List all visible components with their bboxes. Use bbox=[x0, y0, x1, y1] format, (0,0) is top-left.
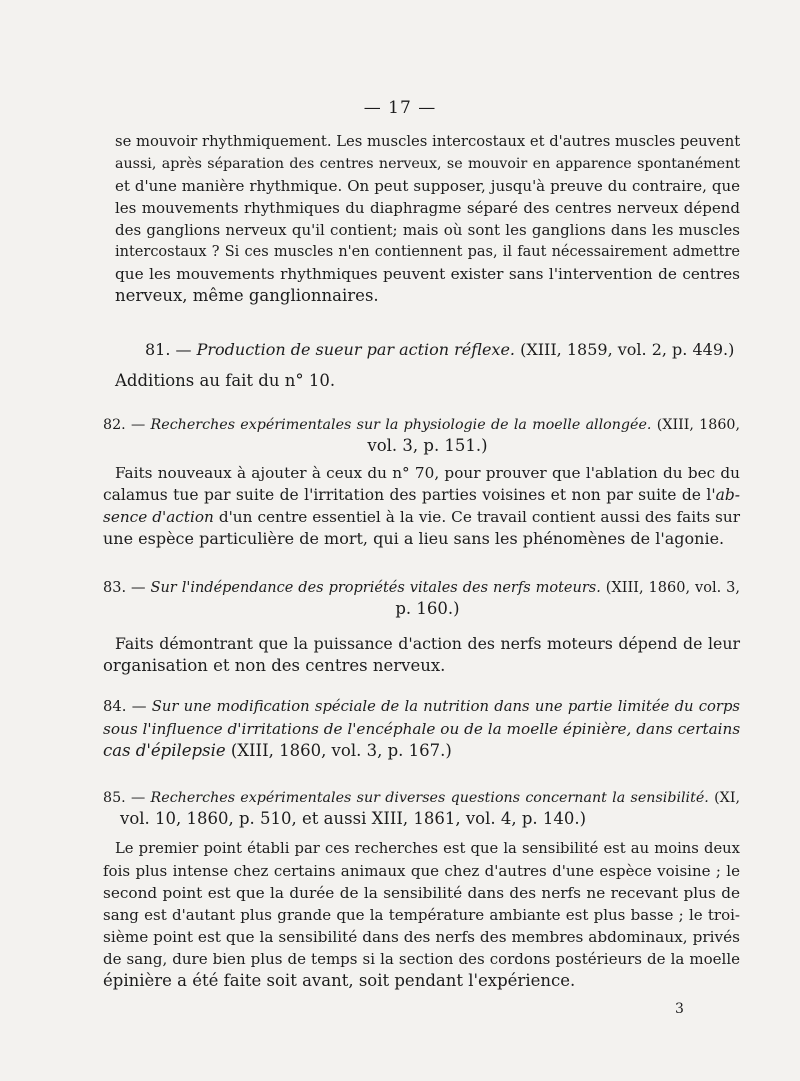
entry-heading bbox=[103, 697, 740, 717]
entry-body-line: calamus tue par suite de l'irritation des parties voisines et non par suite de l'ab- bbox=[103, 486, 740, 504]
entry-title: Recherches expérimentales sur la physiologie de la moelle allongée. bbox=[150, 417, 652, 433]
entry-reference: (XIII, 1859, vol. 2, p. 449.) bbox=[515, 340, 735, 359]
entry-number: 83. — bbox=[103, 580, 151, 596]
text-line: se mouvoir rhythmiquement. Les muscles intercostaux et d'autres muscles peuvent bbox=[115, 133, 741, 150]
text-line: des ganglions nerveux qu'il contient; mais où sont les ganglions dans les muscles bbox=[115, 221, 740, 239]
entry-title: Production de sueur par action réflexe. bbox=[196, 340, 515, 359]
entry-reference-continued: p. 160.) bbox=[395, 599, 460, 618]
entry-title: Sur une modification spéciale de la nutrition dans une partie limitée du corps bbox=[151, 698, 740, 715]
entry-reference: (XIII, 1860, vol. 3, p. 167.) bbox=[225, 741, 452, 760]
entry-body-line: de sang, dure bien plus de temps si la section des cordons postérieurs de la moelle bbox=[103, 950, 740, 968]
entry-heading bbox=[103, 578, 740, 598]
entry-body-line: Le premier point établi par ces recherches est que la sensibilité est au moins deux bbox=[115, 840, 740, 857]
text-line: intercostaux ? Si ces muscles n'en contiennent pas, il faut nécessairement admettre bbox=[115, 244, 740, 260]
entry-body-line: sième point est que la sensibilité dans des nerfs des membres abdominaux, privés bbox=[103, 928, 740, 946]
entry-number: 85. — bbox=[103, 790, 151, 806]
entry-body-line: épinière a été faite soit avant, soit pendant l'expérience. bbox=[103, 971, 576, 990]
page-number: — 17 — bbox=[363, 98, 437, 118]
text-line: aussi, après séparation des centres nerveux, se mouvoir en apparence spontanément bbox=[115, 156, 740, 172]
entry-body-line: Faits démontrant que la puissance d'action des nerfs moteurs dépend de leur bbox=[115, 634, 740, 653]
entry-heading bbox=[103, 788, 740, 808]
entry-number: 81. — bbox=[145, 340, 197, 359]
entry-body-line: Faits nouveaux à ajouter à ceux du n° 70, pour prouver que l'ablation du bec du bbox=[115, 464, 740, 482]
entry-reference-continued: vol. 3, p. 151.) bbox=[367, 436, 488, 455]
entry-body-line: sang est d'autant plus grande que la température ambiante est plus basse ; le troi- bbox=[103, 906, 740, 924]
text-line: et d'une manière rhythmique. On peut supposer, jusqu'à preuve du contraire, que bbox=[115, 177, 740, 195]
entry-body-line: une espèce particulière de mort, qui a lieu sans les phénomènes de l'agonie. bbox=[103, 529, 725, 548]
entry-heading bbox=[103, 415, 740, 435]
entry-body: Additions au fait du n° 10. bbox=[115, 371, 336, 390]
entry-body-line: organisation et non des centres nerveux. bbox=[103, 656, 446, 675]
entry-title: Sur l'indépendance des propriétés vitales des nerfs moteurs. bbox=[150, 580, 601, 596]
entry-body-line: second point est que la durée de la sensibilité dans des nerfs ne recevant plus de bbox=[103, 884, 740, 902]
entry-number: 82. — bbox=[103, 417, 151, 433]
text-line: nerveux, même ganglionnaires. bbox=[115, 286, 379, 305]
entry-body-line: fois plus intense chez certains animaux que chez d'autres d'une espèce voisine ; le bbox=[103, 862, 740, 880]
text-line: que les mouvements rhythmiques peuvent exister sans l'intervention de centres bbox=[115, 265, 740, 283]
entry-reference: (XI, bbox=[708, 790, 740, 806]
entry-reference: (XIII, 1860, vol. 3, bbox=[600, 580, 741, 596]
entry-title-end: cas d'épilepsie (XIII, 1860, vol. 3, p. 167.) bbox=[103, 741, 452, 760]
entry-title-continued: sous l'influence d'irritations de l'encéphale ou de la moelle épinière, dans certains bbox=[103, 720, 741, 738]
entry-number: 84. — bbox=[103, 698, 152, 715]
entry-reference-continued: vol. 10, 1860, p. 510, et aussi XIII, 1861, vol. 4, p. 140.) bbox=[120, 809, 587, 828]
entry-body-line: sence d'action d'un centre essentiel à la vie. Ce travail contient aussi des faits sur bbox=[103, 508, 740, 526]
entry-title: Recherches expérimentales sur diverses questions concernant la sensibilité. bbox=[150, 790, 709, 806]
entry-reference: (XIII, 1860, bbox=[651, 417, 740, 433]
signature-mark: 3 bbox=[675, 1001, 684, 1017]
text-line: les mouvements rhythmiques du diaphragme séparé des centres nerveux dépend bbox=[115, 199, 740, 217]
entry-heading bbox=[145, 340, 740, 360]
